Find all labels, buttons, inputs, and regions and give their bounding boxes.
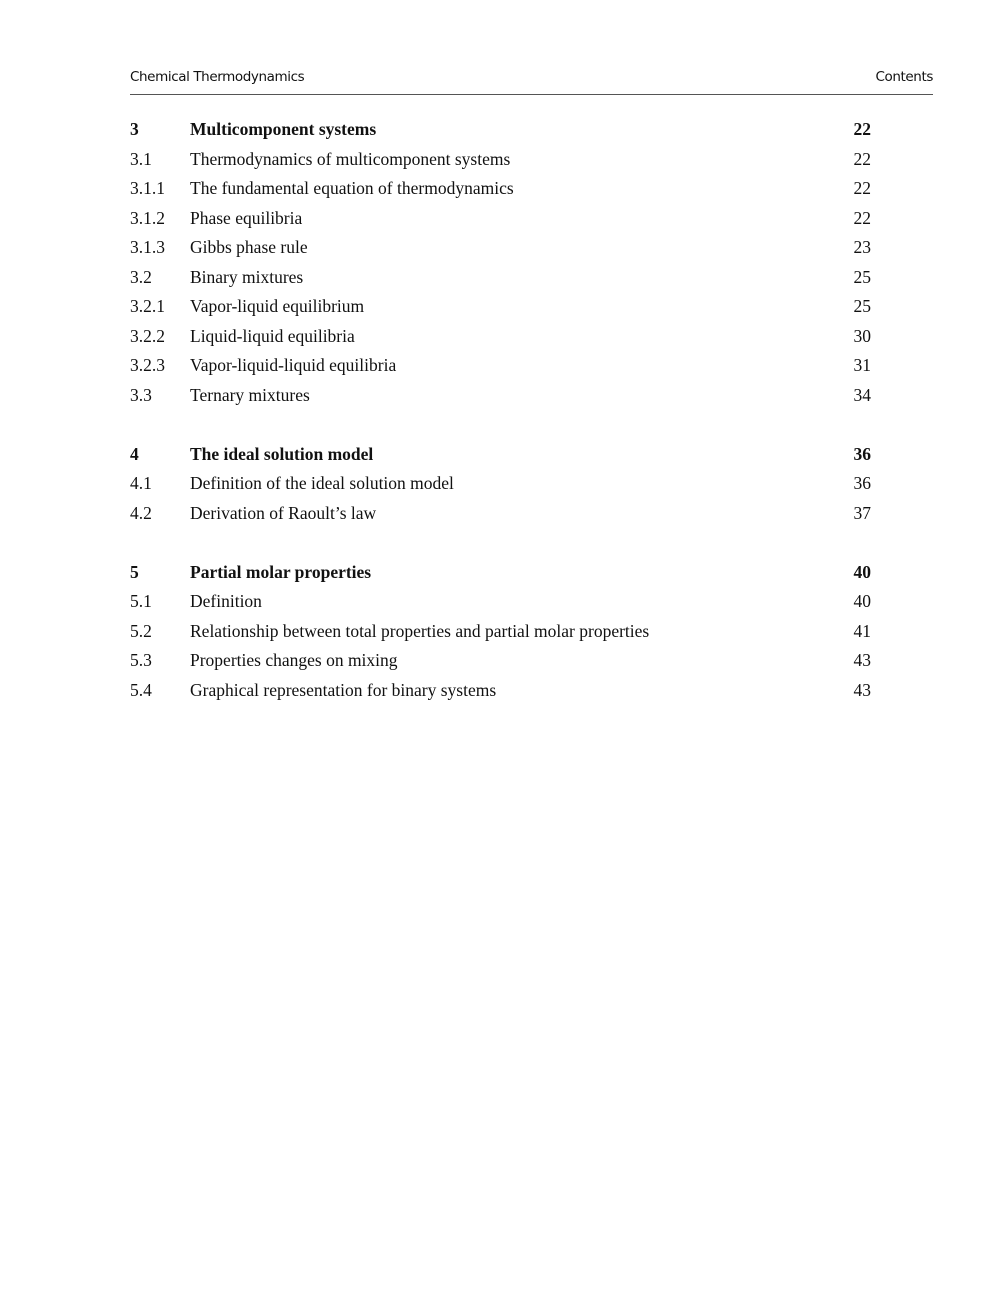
entry-title: Graphical representation for binary systems — [190, 679, 497, 700]
toc-section-entry[interactable] — [130, 174, 871, 204]
entry-number: 3.2 — [130, 266, 152, 287]
entry-page: 23 — [853, 237, 871, 257]
toc-section-entry[interactable] — [130, 617, 871, 647]
entry-page: 37 — [853, 502, 871, 523]
spacer — [130, 410, 871, 440]
entry-page: 25 — [853, 266, 871, 287]
entry-number: 4.1 — [130, 473, 152, 493]
entry-title: Properties changes on mixing — [190, 650, 398, 670]
toc-section-entry[interactable] — [130, 263, 871, 293]
entry-page: 36 — [853, 473, 871, 493]
entry-title: Binary mixtures — [190, 266, 304, 287]
entry-page: 31 — [853, 355, 871, 375]
table-of-contents — [130, 115, 871, 705]
entry-number: 3 — [130, 119, 139, 139]
entry-page: 43 — [853, 650, 871, 670]
entry-title: Partial molar properties — [190, 561, 372, 582]
entry-number: 5.3 — [130, 650, 152, 670]
entry-page: 22 — [853, 178, 871, 198]
entry-number: 5.1 — [130, 591, 152, 611]
entry-number: 3.3 — [130, 384, 152, 405]
toc-section-entry[interactable] — [130, 469, 871, 499]
entry-page: 22 — [853, 148, 871, 169]
toc-section-entry[interactable] — [130, 499, 871, 529]
entry-title: Multicomponent systems — [190, 119, 377, 139]
entry-title: Definition — [190, 591, 262, 611]
toc-section-entry[interactable] — [130, 233, 871, 263]
entry-title: The ideal solution model — [190, 443, 374, 464]
entry-title: Relationship between total properties and partial molar properties — [190, 620, 650, 641]
entry-title: Thermodynamics of multicomponent systems — [190, 148, 511, 169]
entry-number: 5.4 — [130, 679, 152, 700]
entry-number: 4.2 — [130, 502, 152, 523]
entry-number: 5 — [130, 561, 139, 582]
entry-title: Phase equilibria — [190, 207, 303, 228]
toc-section-entry[interactable] — [130, 292, 871, 322]
entry-page: 22 — [853, 207, 871, 228]
entry-page: 25 — [853, 296, 871, 316]
entry-page: 43 — [853, 679, 871, 700]
entry-title: The fundamental equation of thermodynamics — [190, 178, 514, 198]
entry-number: 3.2.3 — [130, 355, 165, 375]
toc-section-entry[interactable] — [130, 351, 871, 381]
entry-title: Vapor-liquid equilibrium — [190, 296, 365, 316]
entry-title: Derivation of Raoult’s law — [190, 502, 377, 523]
entry-number: 5.2 — [130, 620, 152, 641]
entry-page: 22 — [853, 119, 871, 139]
entry-page: 36 — [853, 443, 871, 464]
toc-section-entry[interactable] — [130, 646, 871, 676]
toc-section-entry[interactable] — [130, 676, 871, 706]
toc-chapter-entry[interactable] — [130, 558, 871, 588]
entry-page: 40 — [853, 561, 871, 582]
toc-chapter-entry[interactable] — [130, 440, 871, 470]
running-header — [130, 67, 933, 95]
entry-title: Vapor-liquid-liquid equilibria — [190, 355, 397, 375]
entry-title: Ternary mixtures — [190, 384, 310, 405]
entry-number: 3.1.1 — [130, 178, 165, 198]
entry-page: 40 — [853, 591, 871, 611]
toc-section-entry[interactable] — [130, 381, 871, 411]
entry-number: 3.1 — [130, 148, 152, 169]
toc-section-entry[interactable] — [130, 587, 871, 617]
toc-section-entry[interactable] — [130, 322, 871, 352]
entry-number: 3.1.2 — [130, 207, 165, 228]
entry-title: Gibbs phase rule — [190, 237, 308, 257]
book-title: Chemical Thermodynamics — [130, 69, 305, 85]
entry-page: 41 — [853, 620, 871, 641]
entry-page: 30 — [853, 325, 871, 346]
entry-title: Liquid-liquid equilibria — [190, 325, 355, 346]
entry-number: 3.2.1 — [130, 296, 165, 316]
toc-chapter-entry[interactable] — [130, 115, 871, 145]
section-title: Contents — [875, 69, 933, 85]
entry-number: 3.2.2 — [130, 325, 165, 346]
toc-section-entry[interactable] — [130, 204, 871, 234]
toc-section-entry[interactable] — [130, 145, 871, 175]
entry-title: Definition of the ideal solution model — [190, 473, 454, 493]
spacer — [130, 528, 871, 558]
entry-page: 34 — [853, 384, 871, 405]
entry-number: 4 — [130, 443, 139, 464]
entry-number: 3.1.3 — [130, 237, 165, 257]
